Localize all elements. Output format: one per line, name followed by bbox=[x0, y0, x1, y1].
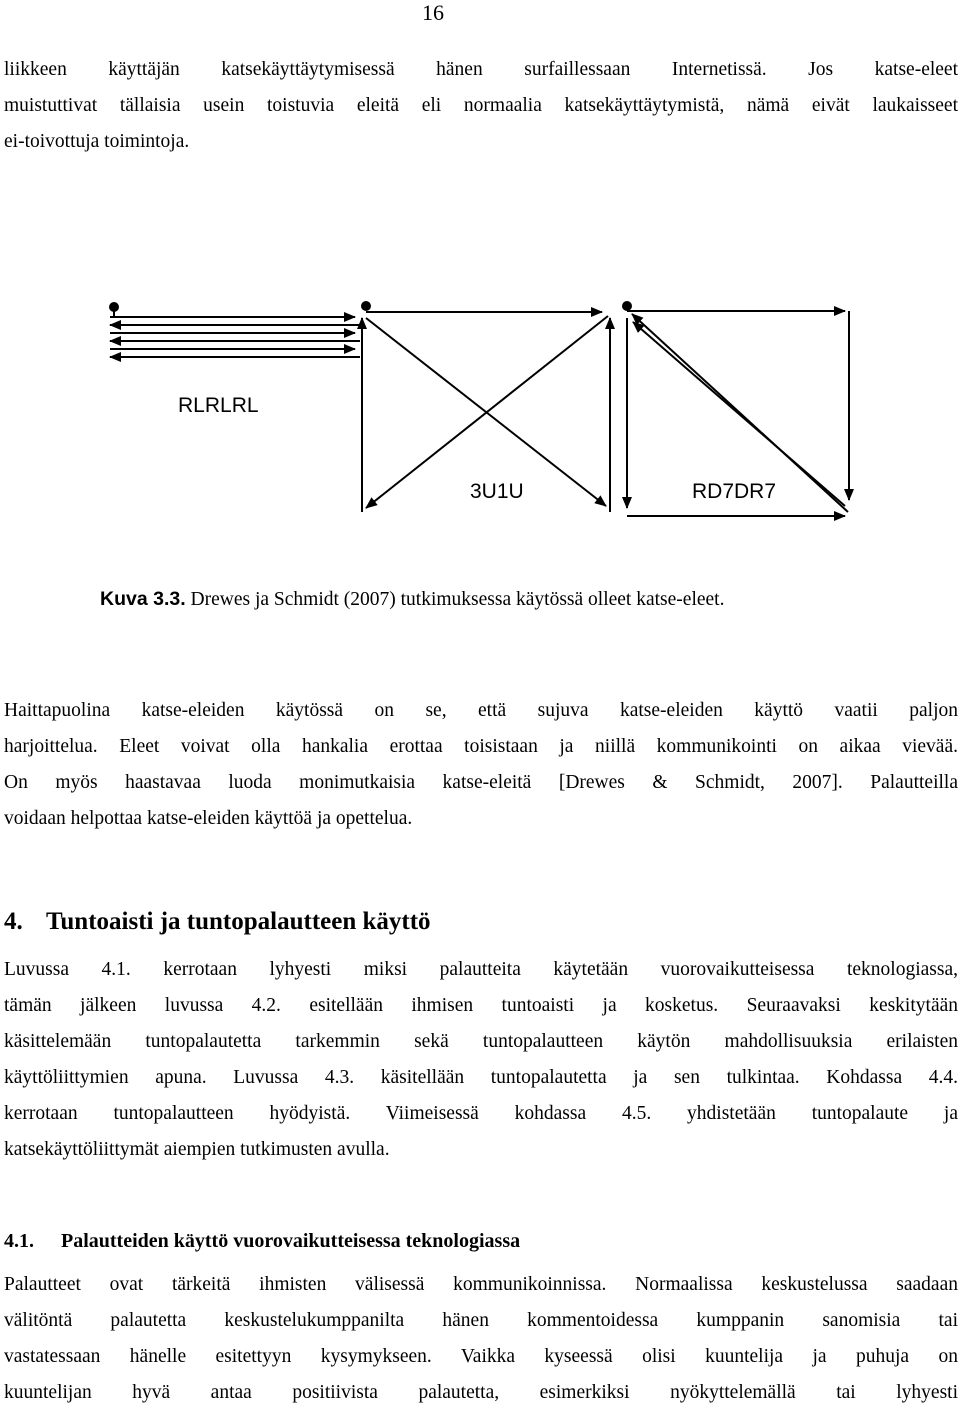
caption-label: Kuva 3.3. bbox=[100, 588, 186, 610]
text-line: tämän jälkeen luvussa 4.2. esitellään ihmisen tuntoaisti ja kosketus. Seuraavaksi keskitytään bbox=[4, 995, 958, 1016]
text-line: muistuttivat tällaisia usein toistuvia eleitä eli normaalia katsekäyttäytymistä, nämä eivät laukaisseet bbox=[4, 95, 958, 116]
text-line: harjoittelua. Eleet voivat olla hankalia erottaa toisistaan ja niillä kommunikointi on aikaa vievää. bbox=[4, 736, 958, 757]
text-line: Haittapuolina katse-eleiden käytössä on se, että sujuva katse-eleiden käyttö vaatii paljon bbox=[4, 700, 958, 721]
text-line: vastatessaan hänelle esitettyyn kysymykseen. Vaikka kyseessä olisi kuuntelija ja puhuja on bbox=[4, 1346, 958, 1367]
gesture-label-3u1u: 3U1U bbox=[470, 480, 524, 503]
section-title: Palautteiden käyttö vuorovaikutteisessa teknologiassa bbox=[61, 1230, 521, 1252]
page-number: 16 bbox=[422, 0, 444, 25]
start-dot-icon bbox=[622, 301, 632, 311]
text-line: liikkeen käyttäjän katsekäyttäytymisessä hänen surfaillessaan Internetissä. Jos katse-eleet bbox=[4, 59, 958, 80]
gesture-label-rlrlrl: RLRLRL bbox=[178, 394, 259, 417]
start-dot-icon bbox=[361, 301, 371, 311]
text-line: Palautteet ovat tärkeitä ihmisten välisessä kommunikoinnissa. Normaalissa keskustelussa saadaan bbox=[4, 1274, 958, 1295]
paragraph-feedback bbox=[4, 1267, 958, 1411]
paragraph-chapter-overview bbox=[4, 952, 958, 1168]
gesture-label-rd7dr7: RD7DR7 bbox=[692, 480, 777, 503]
text-line: ei-toivottuja toimintoja. bbox=[4, 131, 190, 152]
paragraph-drawbacks bbox=[4, 693, 958, 837]
text-line: käyttöliittymien apuna. Luvussa 4.3. käsitellään tuntopalautetta ja sen tulkintaa. Kohdassa 4.4. bbox=[4, 1067, 958, 1088]
text-line: kuuntelijan hyvä antaa positiivista palautetta, esimerkiksi nyökyttelemällä tai lyhyesti bbox=[4, 1382, 958, 1403]
text-line: voidaan helpottaa katse-eleiden käyttöä ja opettelua. bbox=[4, 808, 413, 829]
text-line: kerrotaan tuntopalautteen hyödyistä. Viimeisessä kohdassa 4.5. yhdistetään tuntopalaute ja bbox=[4, 1103, 958, 1124]
caption-text: Drewes ja Schmidt (2007) tutkimuksessa käytössä olleet katse-eleet. bbox=[185, 589, 725, 610]
section-number: 4.1. bbox=[4, 1230, 34, 1252]
section-heading-4-1 bbox=[4, 1230, 520, 1253]
section-title: Tuntoaisti ja tuntopalautteen käyttö bbox=[46, 908, 431, 935]
eye-gesture-figure bbox=[0, 290, 960, 530]
text-line: Luvussa 4.1. kerrotaan lyhyesti miksi palautteita käytetään vuorovaikutteisessa teknologiassa, bbox=[4, 959, 958, 980]
section-number: 4. bbox=[4, 908, 23, 935]
section-heading-4 bbox=[4, 908, 431, 936]
text-line: välitöntä palautetta keskustelukumppanilta hänen kommentoidessa kumppanin sanomisia tai bbox=[4, 1310, 958, 1331]
text-line: käsittelemään tuntopalautetta tarkemmin sekä tuntopalautteen käytön mahdollisuuksia erilaisten bbox=[4, 1031, 958, 1052]
gesture-rlrlrl-diagram bbox=[109, 302, 360, 357]
text-line: On myös haastavaa luoda monimutkaisia katse-eleitä [Drewes & Schmidt, 2007]. Palautteilla bbox=[4, 772, 958, 793]
text-line: katsekäyttöliittymät aiempien tutkimusten avulla. bbox=[4, 1139, 390, 1160]
intro-paragraph bbox=[4, 52, 958, 160]
figure-caption bbox=[100, 588, 724, 611]
